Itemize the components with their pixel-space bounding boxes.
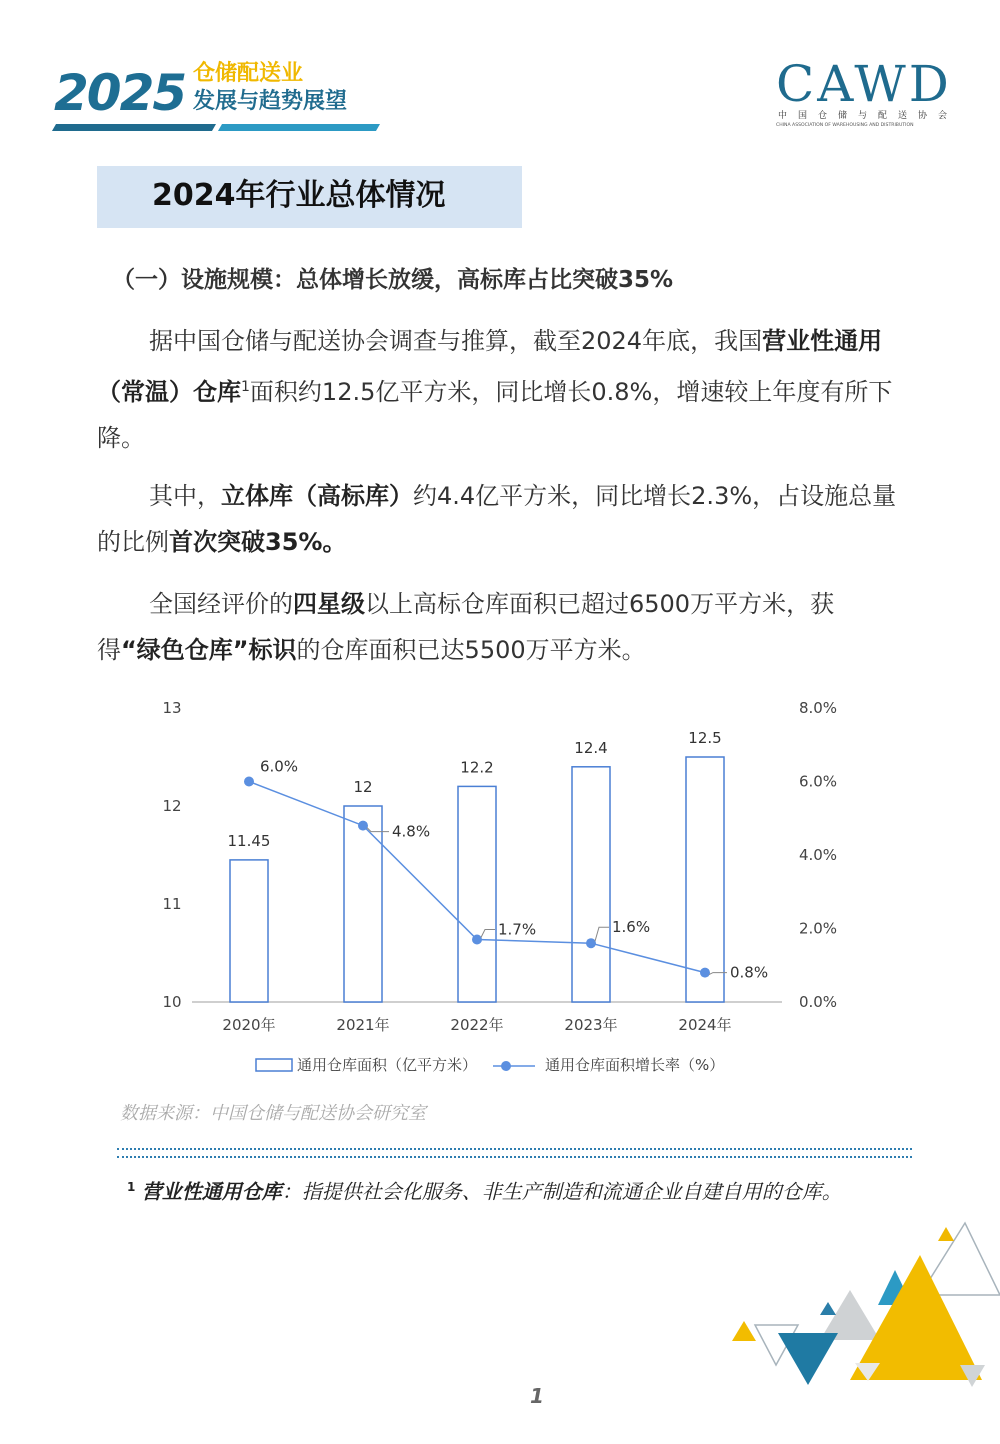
bar-data-label: 12.2 bbox=[460, 758, 494, 777]
y-left-tick-label: 13 bbox=[162, 699, 182, 717]
y-right-tick-label: 2.0% bbox=[798, 919, 838, 938]
brand-title-line1: 仓储配送业 bbox=[193, 61, 304, 86]
triangle-large-yellow bbox=[850, 1255, 982, 1380]
y-right-tick-label: 6.0% bbox=[798, 772, 838, 791]
x-tick-label: 2023年 bbox=[564, 1016, 618, 1034]
subheading: （一）设施规模：总体增长放缓，高标库占比突破35% bbox=[112, 267, 674, 293]
brand-title-line2: 发展与趋势展望 bbox=[193, 89, 348, 114]
brand-underline-light bbox=[218, 124, 380, 131]
footnote: $^1$ 营业性通用仓库：指提供社会化服务、非生产制造和流通企业自建自用的仓库。 bbox=[127, 1179, 842, 1204]
cawd-logo-cn: 中国仓储与配送协会 bbox=[778, 111, 959, 121]
bar bbox=[686, 757, 724, 1002]
triangle-small-yellow-top bbox=[938, 1227, 954, 1241]
decorative-triangles bbox=[720, 1215, 1000, 1395]
y-right-tick-label: 8.0% bbox=[798, 699, 838, 717]
bar bbox=[344, 806, 382, 1002]
x-tick-label: 2021年 bbox=[336, 1016, 390, 1034]
data-source: 数据来源：中国仓储与配送协会研究室 bbox=[120, 1103, 426, 1124]
x-tick-label: 2022年 bbox=[450, 1016, 504, 1034]
growth-rate-point bbox=[700, 968, 710, 978]
bar bbox=[572, 767, 610, 1002]
bar bbox=[230, 860, 268, 1002]
paragraph-1: 据中国仓储与配送协会调查与推算，截至2024年底，我国营业性通用（常温）仓库$^1$面积约12.5亿平方米，同比增长0.8%，增速较上年度有所下降。 bbox=[97, 327, 893, 452]
y-left-tick-label: 12 bbox=[162, 797, 182, 815]
bar-data-label: 11.45 bbox=[227, 831, 271, 850]
paragraph-3: 全国经评价的四星级以上高标仓库面积已超过6500万平方米，获得“绿色仓库”标识的仓库面积已达5500万平方米。 bbox=[97, 590, 835, 664]
legend-bar-label: 通用仓库面积（亿平方米） bbox=[297, 1056, 478, 1074]
growth-rate-point bbox=[472, 935, 482, 945]
page-number: 1 bbox=[530, 1384, 544, 1408]
legend-line-marker bbox=[501, 1061, 511, 1071]
section-title: 2024年行业总体情况 bbox=[152, 178, 446, 213]
x-tick-label: 2020年 bbox=[222, 1016, 276, 1034]
legend-bar-swatch bbox=[256, 1059, 292, 1071]
growth-rate-point bbox=[244, 777, 254, 787]
dotted-divider bbox=[117, 1148, 912, 1158]
line-data-label: 1.6% bbox=[612, 918, 651, 937]
bar-data-label: 12.5 bbox=[688, 729, 722, 747]
brand-year: 2025 bbox=[54, 64, 186, 122]
line-data-label: 1.7% bbox=[498, 920, 537, 939]
triangle-small-yellow-left bbox=[732, 1321, 756, 1341]
triangle-blue-tiny bbox=[820, 1302, 836, 1315]
warehouse-area-chart bbox=[150, 690, 850, 1090]
bar-data-label: 12.4 bbox=[574, 738, 608, 757]
bar bbox=[458, 786, 496, 1002]
bar-data-label: 12 bbox=[353, 778, 373, 796]
y-right-tick-label: 4.0% bbox=[798, 846, 838, 864]
legend-line-label: 通用仓库面积增长率（%） bbox=[545, 1056, 725, 1074]
x-tick-label: 2024年 bbox=[678, 1016, 732, 1034]
line-data-label: 4.8% bbox=[392, 822, 431, 841]
paragraph-2: 其中，立体库（高标库）约4.4亿平方米，同比增长2.3%，占设施总量的比例首次突破35%。 bbox=[97, 482, 897, 556]
growth-rate-point bbox=[358, 821, 368, 831]
brand-underline-dark bbox=[52, 124, 216, 131]
line-data-label: 0.8% bbox=[730, 963, 769, 982]
y-left-tick-label: 11 bbox=[162, 895, 182, 913]
cawd-logo-en: CHINA ASSOCIATION OF WAREHOUSING AND DISTRIBUTION bbox=[776, 123, 914, 128]
triangle-dark-blue-down bbox=[778, 1333, 838, 1385]
growth-rate-point bbox=[586, 938, 596, 948]
y-left-tick-label: 10 bbox=[162, 993, 182, 1011]
cawd-logo: CAWD bbox=[776, 55, 952, 113]
y-right-tick-label: 0.0% bbox=[798, 993, 838, 1011]
line-data-label: 6.0% bbox=[259, 757, 299, 776]
